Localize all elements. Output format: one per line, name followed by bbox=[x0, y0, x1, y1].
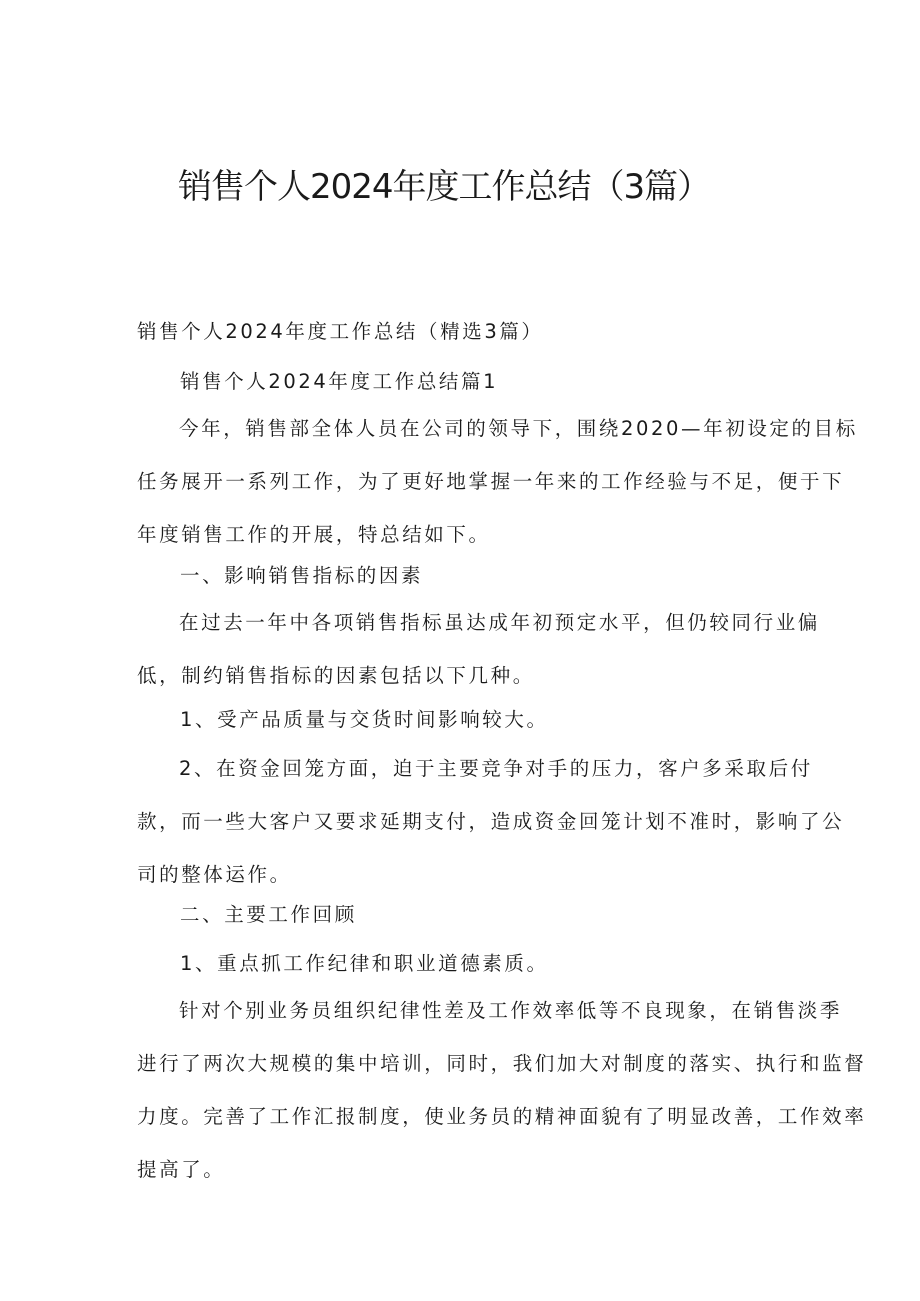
paragraph-line: 提高了。 bbox=[137, 1158, 226, 1181]
intro-paragraph bbox=[137, 416, 858, 575]
factors-paragraph bbox=[137, 610, 820, 716]
paragraph-line: 进行了两次大规模的集中培训，同时，我们加大对制度的落实、执行和监督 bbox=[137, 1052, 867, 1075]
paragraph-line: 年度销售工作的开展，特总结如下。 bbox=[137, 523, 491, 546]
document-title: 销售个人2024年度工作总结（3篇） bbox=[178, 167, 711, 207]
paragraph-line: 2、在资金回笼方面，迫于主要竞争对手的压力，客户多采取后付 bbox=[179, 757, 813, 780]
work-paragraph bbox=[137, 998, 867, 1210]
factor-item-1: 1、受产品质量与交货时间影响较大。 bbox=[180, 708, 549, 731]
factor-item-2 bbox=[137, 756, 845, 915]
paragraph-line: 针对个别业务员组织纪律性差及工作效率低等不良现象，在销售淡季 bbox=[179, 999, 843, 1022]
work-item-1: 1、重点抓工作纪律和职业道德素质。 bbox=[180, 952, 549, 975]
paragraph-line: 款，而一些大客户又要求延期支付，造成资金回笼计划不准时，影响了公 bbox=[137, 810, 845, 833]
document-subtitle: 销售个人2024年度工作总结（精选3篇） bbox=[137, 320, 544, 343]
paragraph-line: 司的整体运作。 bbox=[137, 863, 292, 886]
paragraph-line: 力度。完善了工作汇报制度，使业务员的精神面貌有了明显改善，工作效率 bbox=[137, 1105, 867, 1128]
paragraph-line: 在过去一年中各项销售指标虽达成年初预定水平，但仍较同行业偏 bbox=[179, 611, 820, 634]
article-heading: 销售个人2024年度工作总结篇1 bbox=[180, 370, 499, 393]
paragraph-line: 低，制约销售指标的因素包括以下几种。 bbox=[137, 664, 535, 687]
section-heading-review: 二、主要工作回顾 bbox=[180, 903, 357, 926]
section-heading-factors: 一、影响销售指标的因素 bbox=[180, 564, 424, 587]
paragraph-line: 今年，销售部全体人员在公司的领导下，围绕2020—年初设定的目标 bbox=[179, 417, 858, 440]
paragraph-line: 任务展开一系列工作，为了更好地掌握一年来的工作经验与不足，便于下 bbox=[137, 470, 845, 493]
